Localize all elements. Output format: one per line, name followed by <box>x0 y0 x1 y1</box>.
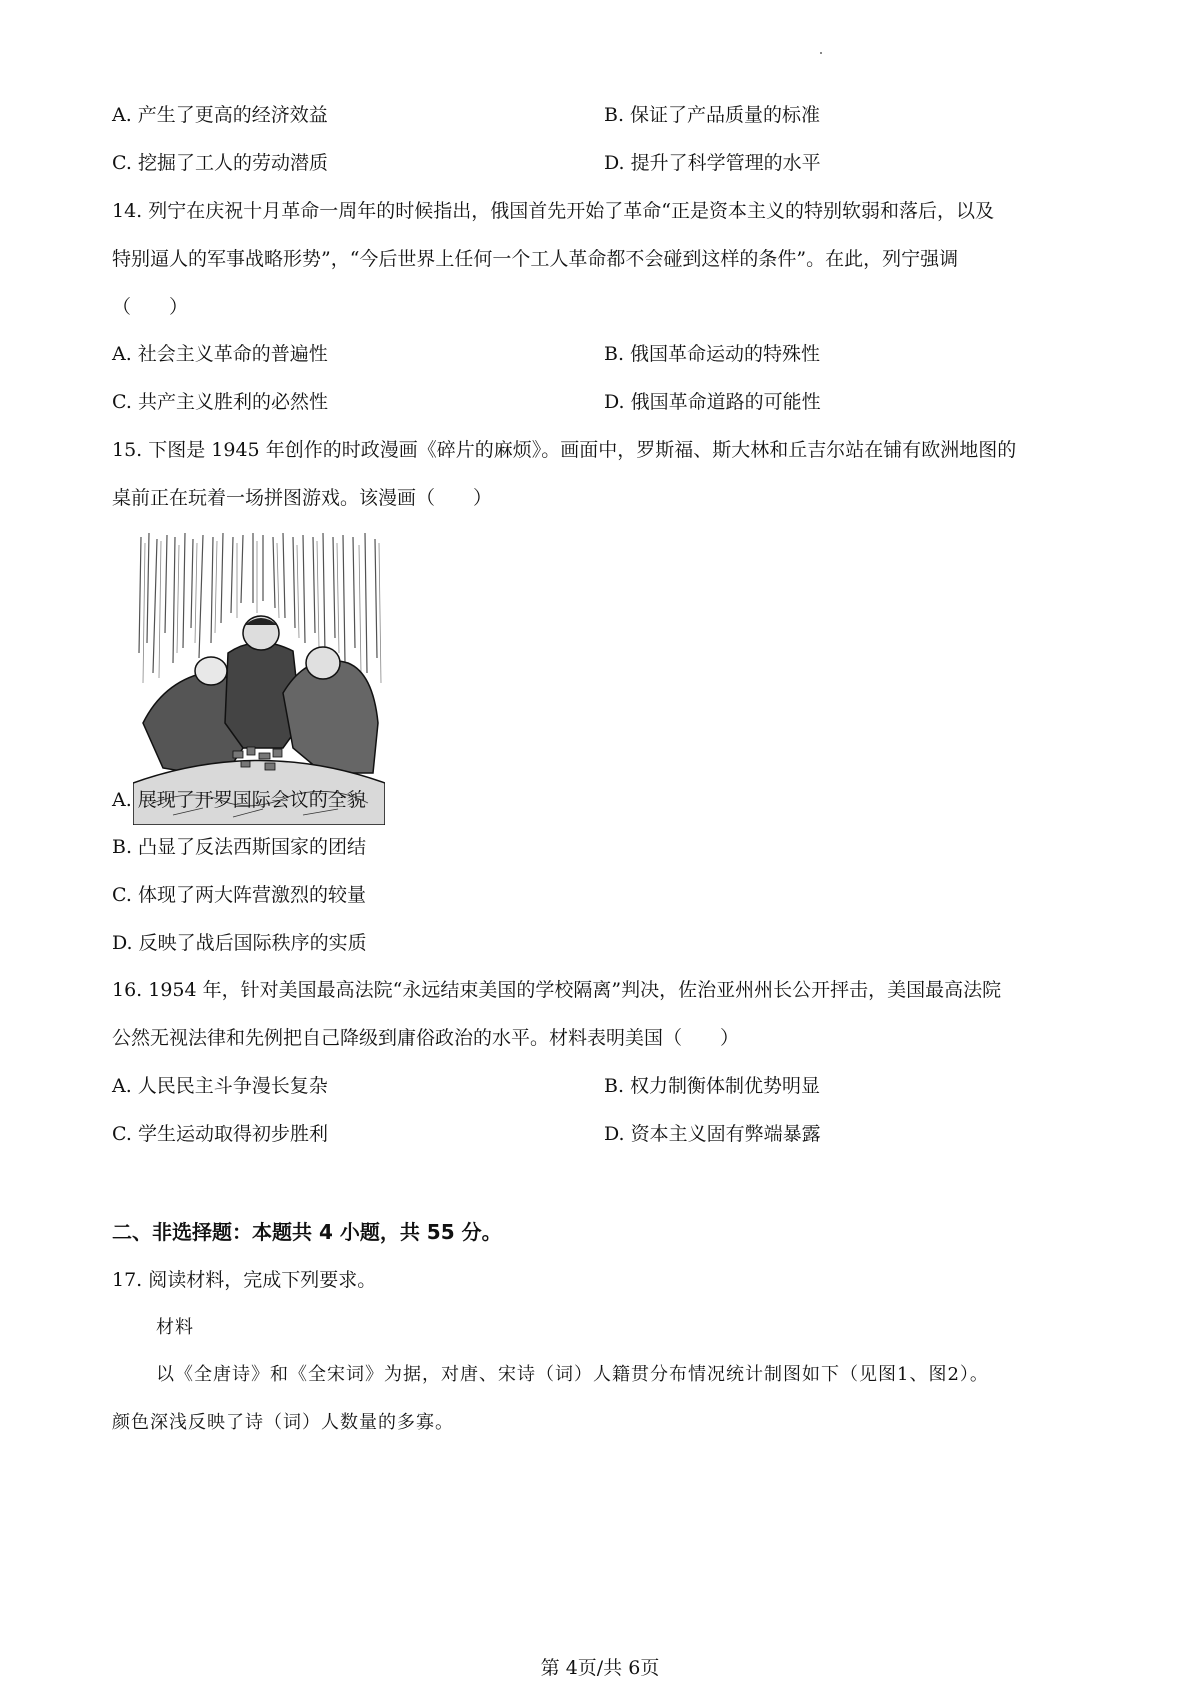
q15-stem-line2: 桌前正在玩着一场拼图游戏。该漫画（ ） <box>112 487 493 509</box>
q15-option-b: B. 凸显了反法西斯国家的团结 <box>112 836 367 858</box>
scan-speck <box>820 52 822 54</box>
q14-option-d: D. 俄国革命道路的可能性 <box>604 391 821 413</box>
q15-option-c: C. 体现了两大阵营激烈的较量 <box>112 884 366 906</box>
q13-option-c: C. 挖掘了工人的劳动潜质 <box>112 152 328 174</box>
q14-answer-blank: （ ） <box>112 296 189 318</box>
q16-option-a: A. 人民民主斗争漫长复杂 <box>112 1075 328 1097</box>
q17-material-line1: 以《全唐诗》和《全宋词》为据，对唐、宋诗（词）人籍贯分布情况统计制图如下（见图1、图2）。 <box>156 1364 989 1385</box>
q16-option-d: D. 资本主义固有弊端暴露 <box>604 1123 821 1145</box>
q14-option-b: B. 俄国革命运动的特殊性 <box>604 343 821 365</box>
q14-option-c: C. 共产主义胜利的必然性 <box>112 391 328 413</box>
page-number: 第 4页/共 6页 <box>540 1657 660 1679</box>
q15-stem-line1: 15. 下图是 1945 年创作的时政漫画《碎片的麻烦》。画面中，罗斯福、斯大林和丘吉尔站在铺有欧洲地图的 <box>112 439 1017 461</box>
q16-stem-line2: 公然无视法律和先例把自己降级到庸俗政治的水平。材料表明美国（ ） <box>112 1027 740 1049</box>
q17-material-label: 材料 <box>156 1317 194 1338</box>
q13-option-a: A. 产生了更高的经济效益 <box>112 104 328 126</box>
q15-option-d: D. 反映了战后国际秩序的实质 <box>112 932 367 954</box>
q16-stem-line1: 16. 1954 年，针对美国最高法院“永远结束美国的学校隔离”判决，佐治亚州州长公开抨击，美国最高法院 <box>112 979 1002 1001</box>
q16-option-c: C. 学生运动取得初步胜利 <box>112 1123 328 1145</box>
q13-option-d: D. 提升了科学管理的水平 <box>604 152 821 174</box>
q17-material-line2: 颜色深浅反映了诗（词）人数量的多寡。 <box>112 1412 454 1433</box>
political-cartoon-image <box>133 533 385 825</box>
q14-stem-line2: 特别逼人的军事战略形势”，“今后世界上任何一个工人革命都不会碰到这样的条件”。在此，列宁强调 <box>112 248 959 270</box>
section-heading: 二、非选择题：本题共 4 小题，共 55 分。 <box>112 1220 502 1244</box>
q15-option-a: A. 展现了开罗国际会议的全貌 <box>112 789 366 811</box>
q13-option-b: B. 保证了产品质量的标准 <box>604 104 821 126</box>
q14-stem-line1: 14. 列宁在庆祝十月革命一周年的时候指出，俄国首先开始了革命“正是资本主义的特别软弱和落后，以及 <box>112 200 994 222</box>
q17-stem: 17. 阅读材料，完成下列要求。 <box>112 1269 377 1291</box>
q16-option-b: B. 权力制衡体制优势明显 <box>604 1075 821 1097</box>
q14-option-a: A. 社会主义革命的普遍性 <box>112 343 328 365</box>
